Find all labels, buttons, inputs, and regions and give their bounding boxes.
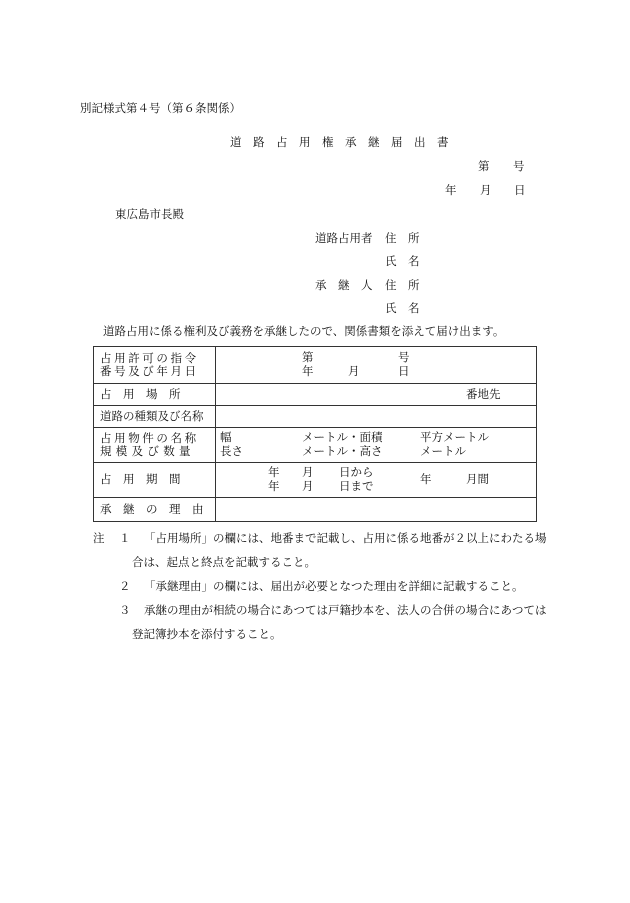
permit-nen: 年 [302, 364, 314, 378]
reason-label-text: 承 継 の 理 由 [100, 501, 204, 516]
unit-m-area: メートル・面積 [302, 430, 383, 444]
occupant-label: 道路占用者 [315, 231, 373, 245]
permit-label-line2: 番号及び年月日 [100, 364, 199, 378]
road-type-label-text: 道路の種類及び名称 [100, 408, 204, 423]
permit-gatsu: 月 [348, 364, 360, 378]
period-until: 日まで [339, 479, 374, 493]
object-value[interactable] [216, 428, 537, 463]
addressee: 東広島市長殿 [115, 207, 184, 221]
location-suffix: 番地先 [466, 387, 501, 401]
period-from: 日から [339, 465, 374, 479]
table-row [94, 428, 537, 463]
note-1-line2: 合は、起点と終点を記載すること。 [132, 555, 316, 569]
permit-label-line1: 占用許可の指令 [100, 350, 199, 365]
successor-label: 承 継 人 [315, 278, 373, 292]
permit-label [94, 347, 216, 384]
note-2-number: ２ [119, 579, 131, 593]
note-3-line2: 登記簿抄本を添付すること。 [132, 627, 282, 641]
table-row [94, 463, 537, 498]
date-month: 月 [480, 183, 492, 197]
notification-table [93, 346, 537, 522]
object-label-line2: 規模及び数量 [100, 444, 195, 458]
reason-label [94, 498, 216, 522]
table-row [94, 406, 537, 428]
note-1-number: １ [119, 531, 131, 545]
permit-value[interactable] [216, 347, 537, 384]
period-months: 月間 [466, 472, 489, 486]
successor-address-label: 住 所 [385, 278, 420, 292]
location-value[interactable] [216, 384, 537, 406]
statement: 道路占用に係る権利及び義務を承継したので、関係書類を添えて届け出ます。 [103, 324, 505, 338]
location-label-text: 占 用 場 所 [100, 386, 181, 401]
period-years: 年 [420, 472, 432, 486]
note-1-line1: 「占用場所」の欄には、地番まで記載し、占用に係る地番が２以上にわたる場 [144, 531, 547, 545]
permit-go: 号 [398, 350, 410, 364]
period-year2: 年 [268, 479, 280, 493]
occupant-address-label: 住 所 [385, 231, 420, 245]
road-type-value[interactable] [216, 406, 537, 428]
form-number: 別記様式第４号（第６条関係） [80, 101, 241, 115]
road-type-label [94, 406, 216, 428]
successor-name-label: 氏 名 [385, 301, 420, 315]
period-label-text: 占 用 期 間 [100, 472, 181, 487]
unit-sqm: 平方メートル [420, 430, 489, 444]
unit-m-height: メートル・高さ [302, 444, 383, 458]
period-value[interactable] [216, 463, 537, 498]
doc-number-prefix: 第 [478, 159, 490, 173]
table-row [94, 384, 537, 406]
width-label: 幅 [220, 430, 232, 444]
occupant-name-label: 氏 名 [385, 254, 420, 268]
period-month2: 月 [302, 479, 314, 493]
period-month1: 月 [302, 465, 314, 479]
page-title: 道 路 占 用 権 承 継 届 出 書 [230, 135, 449, 149]
unit-m: メートル [420, 444, 466, 458]
period-year1: 年 [268, 465, 280, 479]
period-label [94, 463, 216, 498]
notes-prefix: 注 [93, 531, 105, 545]
date-day: 日 [514, 183, 526, 197]
note-3-line1: 承継の理由が相続の場合にあつては戸籍抄本を、法人の合併の場合にあつては [144, 603, 547, 617]
object-label [94, 428, 216, 463]
date-year: 年 [445, 183, 457, 197]
location-label [94, 384, 216, 406]
permit-nichi: 日 [398, 364, 410, 378]
doc-number-suffix: 号 [513, 159, 525, 173]
object-label-line1: 占用物件の名称 [100, 430, 199, 445]
note-2-line1: 「承継理由」の欄には、届出が必要となつた理由を詳細に記載すること。 [144, 579, 524, 593]
note-3-number: ３ [119, 603, 131, 617]
table-row [94, 347, 537, 384]
length-label: 長さ [220, 444, 243, 458]
reason-value[interactable] [216, 498, 537, 522]
table-row [94, 498, 537, 522]
permit-dai: 第 [302, 350, 314, 364]
